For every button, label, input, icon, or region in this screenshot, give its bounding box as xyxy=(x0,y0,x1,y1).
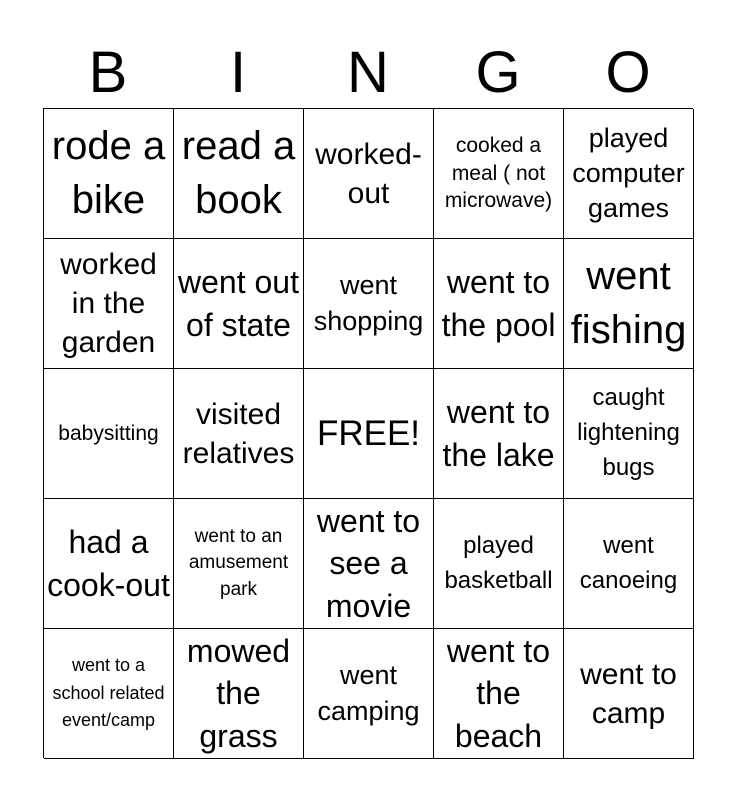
cell-text: went out of state xyxy=(178,264,299,343)
bingo-cell[interactable] xyxy=(564,629,694,759)
cell-text: caught lightening bugs xyxy=(577,384,680,481)
bingo-cell[interactable] xyxy=(44,369,174,499)
cell-text: rode a bike xyxy=(51,124,166,222)
cell-text: went fishing xyxy=(570,254,687,352)
header-letter-g: G xyxy=(475,40,521,105)
header-letter-o: O xyxy=(605,40,651,105)
bingo-cell[interactable] xyxy=(564,369,694,499)
cell-text: went camping xyxy=(317,660,420,726)
bingo-cell[interactable] xyxy=(304,109,434,239)
bingo-cell[interactable] xyxy=(174,239,304,369)
bingo-cell[interactable] xyxy=(434,629,564,759)
cell-text: worked in the garden xyxy=(60,248,157,359)
bingo-cell[interactable] xyxy=(564,239,694,369)
cell-text: went to an amusement park xyxy=(188,525,289,600)
cell-text: read a book xyxy=(181,124,296,222)
bingo-cell[interactable] xyxy=(434,109,564,239)
bingo-cell[interactable] xyxy=(304,499,434,629)
cell-text: played basketball xyxy=(444,531,553,594)
bingo-cell[interactable] xyxy=(44,109,174,239)
header-letter-b: B xyxy=(88,40,128,105)
bingo-cell[interactable] xyxy=(434,369,564,499)
bingo-cell[interactable] xyxy=(434,499,564,629)
bingo-cell[interactable] xyxy=(174,499,304,629)
bingo-header xyxy=(43,38,693,108)
bingo-board xyxy=(43,108,693,758)
cell-text: went to the pool xyxy=(441,264,556,343)
bingo-cell[interactable] xyxy=(564,499,694,629)
cell-text: worked-out xyxy=(315,137,422,210)
cell-text: went to a school related event/camp xyxy=(52,654,165,731)
bingo-cell[interactable] xyxy=(44,239,174,369)
cell-text: went shopping xyxy=(313,270,424,336)
cell-text: babysitting xyxy=(58,421,159,445)
bingo-cell[interactable] xyxy=(304,239,434,369)
cell-text: mowed the grass xyxy=(186,633,291,754)
bingo-cell[interactable] xyxy=(174,369,304,499)
cell-text: went to camp xyxy=(580,657,677,730)
bingo-cell[interactable] xyxy=(174,109,304,239)
cell-text: went to see a movie xyxy=(316,503,421,624)
cell-text: went to the lake xyxy=(442,394,555,473)
bingo-cell[interactable] xyxy=(434,239,564,369)
cell-text: played computer games xyxy=(572,122,685,224)
bingo-cell[interactable] xyxy=(44,499,174,629)
cell-text: visited relatives xyxy=(182,397,295,470)
bingo-cell[interactable] xyxy=(174,629,304,759)
cell-text: went canoeing xyxy=(579,531,678,594)
header-letter-i: I xyxy=(229,40,247,105)
cell-text: had a cook-out xyxy=(47,524,170,603)
bingo-cell[interactable] xyxy=(304,629,434,759)
cell-text: cooked a meal ( not microwave) xyxy=(444,133,553,213)
bingo-cell[interactable] xyxy=(44,629,174,759)
bingo-cell free-space[interactable] xyxy=(304,369,434,499)
cell-text: went to the beach xyxy=(446,633,551,754)
header-letter-n: N xyxy=(347,40,389,105)
bingo-cell[interactable] xyxy=(564,109,694,239)
cell-text: FREE! xyxy=(316,413,421,453)
